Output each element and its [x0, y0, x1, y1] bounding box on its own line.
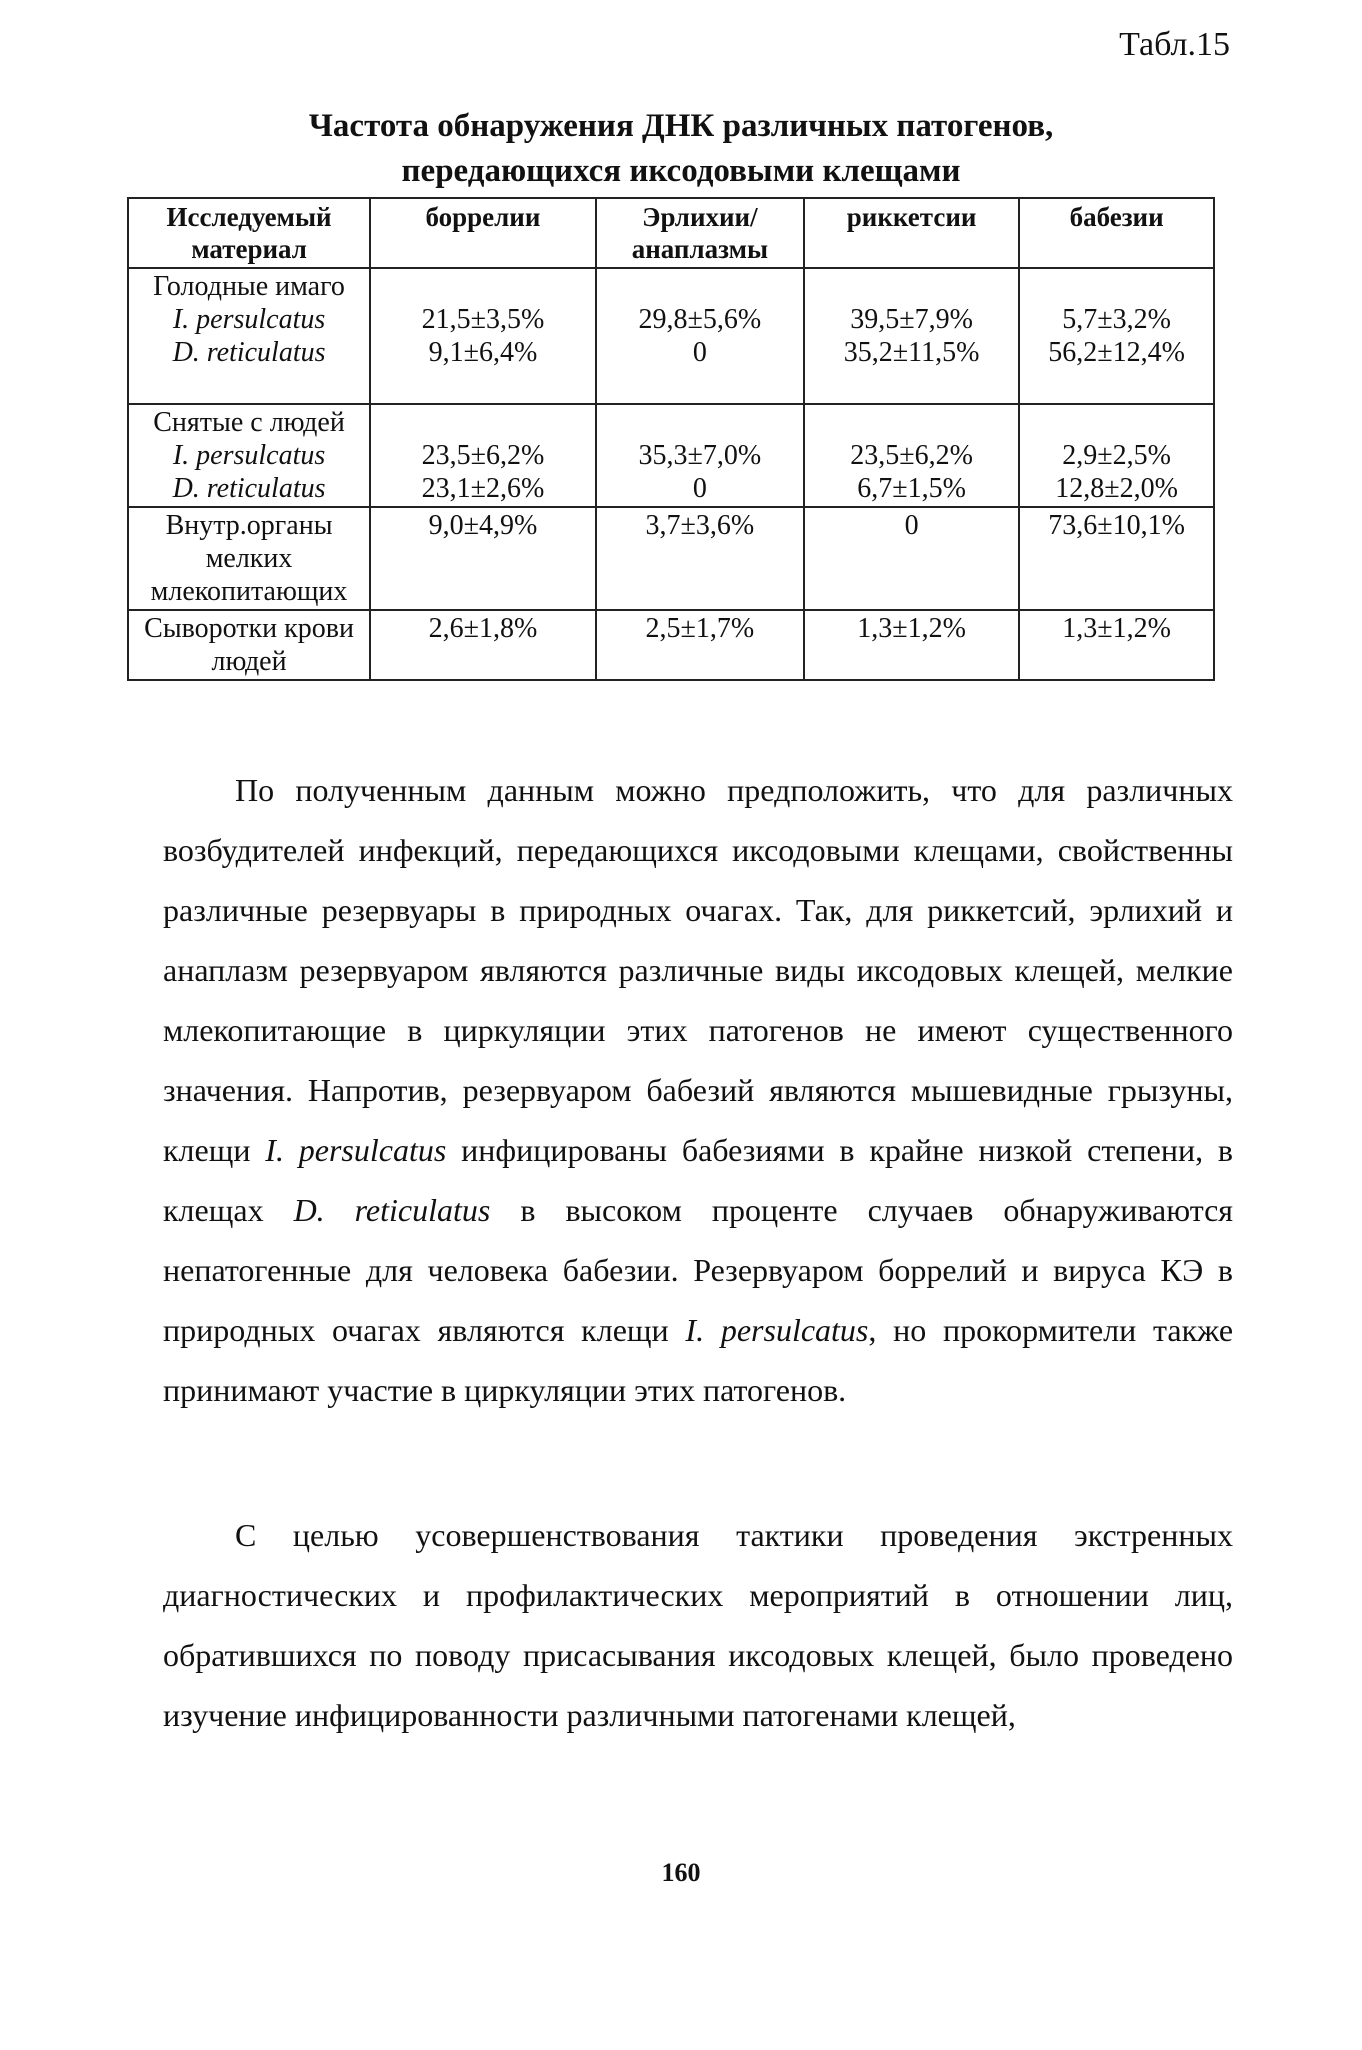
table-cell [1019, 268, 1214, 404]
table-cell [804, 268, 1019, 404]
paragraph-text: инфицированы бабезиями в крайне низкой степени, в клещах [163, 1132, 1233, 1228]
cell-value: 23,5±6,2% [421, 440, 545, 471]
cell-value: 0 [692, 337, 707, 368]
table-title [0, 104, 1362, 194]
cell-value: 2,5±1,7% [645, 613, 755, 644]
pathogen-frequency-table [127, 197, 1215, 681]
paragraph-1-text [163, 760, 1233, 1420]
species-name: I. persulcatus [265, 1132, 447, 1168]
species-label: I. persulcatus [172, 304, 326, 335]
cell-value: 35,2±11,5% [843, 337, 980, 368]
cell-value: 73,6±10,1% [1048, 510, 1185, 541]
row-label-removed-from-humans [128, 404, 370, 507]
header-material: Исследуемый материал [128, 198, 370, 268]
table-title-line-1: Частота обнаружения ДНК различных патогенов, [308, 108, 1054, 144]
table-cell [370, 268, 596, 404]
table-cell [370, 610, 596, 680]
header-rickettsia: риккетсии [804, 198, 1019, 268]
species-label: I. persulcatus [172, 440, 326, 471]
cell-value: 0 [692, 473, 707, 504]
table-number-label: Табл.15 [1119, 26, 1230, 63]
species-name: I. persulcatus [685, 1312, 869, 1348]
cell-value: 12,8±2,0% [1055, 473, 1178, 504]
paragraph-1 [163, 760, 1233, 1420]
header-babesia: бабезии [1019, 198, 1214, 268]
cell-value: 0 [904, 510, 919, 541]
table-cell [1019, 610, 1214, 680]
cell-value: 39,5±7,9% [850, 304, 973, 335]
cell-value: 23,1±2,6% [421, 473, 545, 504]
cell-value: 56,2±12,4% [1048, 337, 1185, 368]
row-label-line: людей [211, 646, 287, 677]
table-cell [370, 507, 596, 610]
cell-value: 5,7±3,2% [1062, 304, 1171, 335]
cell-value: 6,7±1,5% [857, 473, 966, 504]
table-cell [596, 507, 804, 610]
group-label: Снятые с людей [153, 407, 345, 438]
table-row-hungry-adults [128, 268, 1214, 404]
paragraph-2-text: С целью усовершенствования тактики проведения экстренных диагностических и профилактических мероприятий в отношении лиц, обратившихся по поводу присасывания иксодовых клещей, было проведено изучение инфицированности различными патогенами клещей, [163, 1517, 1233, 1733]
row-label-small-mammals [128, 507, 370, 610]
cell-value: 2,6±1,8% [428, 613, 538, 644]
header-borrelia: боррелии [370, 198, 596, 268]
group-label: Голодные имаго [153, 271, 345, 302]
cell-value: 1,3±1,2% [857, 613, 966, 644]
table-row-small-mammals [128, 507, 1214, 610]
table-cell [596, 268, 804, 404]
table-title-line-2: передающихся иксодовыми клещами [401, 153, 961, 189]
cell-value: 1,3±1,2% [1062, 613, 1171, 644]
row-label-human-serum [128, 610, 370, 680]
species-label: D. reticulatus [172, 337, 326, 368]
header-ehrlichia: Эрлихии/ анаплазмы [596, 198, 804, 268]
page-number: 160 [661, 1858, 701, 1887]
species-name: D. reticulatus [293, 1192, 491, 1228]
table-cell [1019, 404, 1214, 507]
paragraph-text: По полученным данным можно предположить, что для различных возбудителей инфекций, передающихся иксодовыми клещами, свойственны различные резервуары в природных очагах. Так, для риккетсий, эрлихий и анаплазм резервуаром являются различные виды иксодовых клещей, мелкие млекопитающие в циркуляции этих патогенов не имеют существенного значения. Напротив, резервуаром бабезий являются мышевидные грызуны, клещи [163, 772, 1233, 1168]
cell-value: 9,0±4,9% [428, 510, 538, 541]
table-cell [1019, 507, 1214, 610]
row-label-line: мелких [205, 543, 293, 574]
table-row-removed-from-humans [128, 404, 1214, 507]
table-cell [370, 404, 596, 507]
paragraph-text: в высоком проценте случаев обнаруживаются непатогенные для человека бабезии. Резервуаром боррелий и вируса КЭ в природных очагах являются клещи [163, 1192, 1234, 1348]
species-label: D. reticulatus [172, 473, 326, 504]
table-cell [804, 610, 1019, 680]
row-label-line: Сыворотки крови [144, 613, 354, 644]
cell-value: 9,1±6,4% [428, 337, 538, 368]
table-cell [596, 404, 804, 507]
table-cell [804, 404, 1019, 507]
cell-value: 3,7±3,6% [645, 510, 755, 541]
cell-value: 29,8±5,6% [638, 304, 762, 335]
paragraph-2 [163, 1505, 1233, 1745]
row-label-line: млекопитающих [150, 576, 348, 607]
table-cell [804, 507, 1019, 610]
row-label-line: Внутр.органы [165, 510, 333, 541]
cell-value: 21,5±3,5% [421, 304, 545, 335]
table-row-human-serum [128, 610, 1214, 680]
cell-value: 2,9±2,5% [1062, 440, 1171, 471]
row-label-hungry-adults [128, 268, 370, 404]
table-cell [596, 610, 804, 680]
cell-value: 35,3±7,0% [638, 440, 762, 471]
cell-value: 23,5±6,2% [850, 440, 973, 471]
table-header-row [128, 198, 1214, 268]
paragraph-text: , но прокормители также принимают участие в циркуляции этих патогенов. [163, 1312, 1234, 1408]
